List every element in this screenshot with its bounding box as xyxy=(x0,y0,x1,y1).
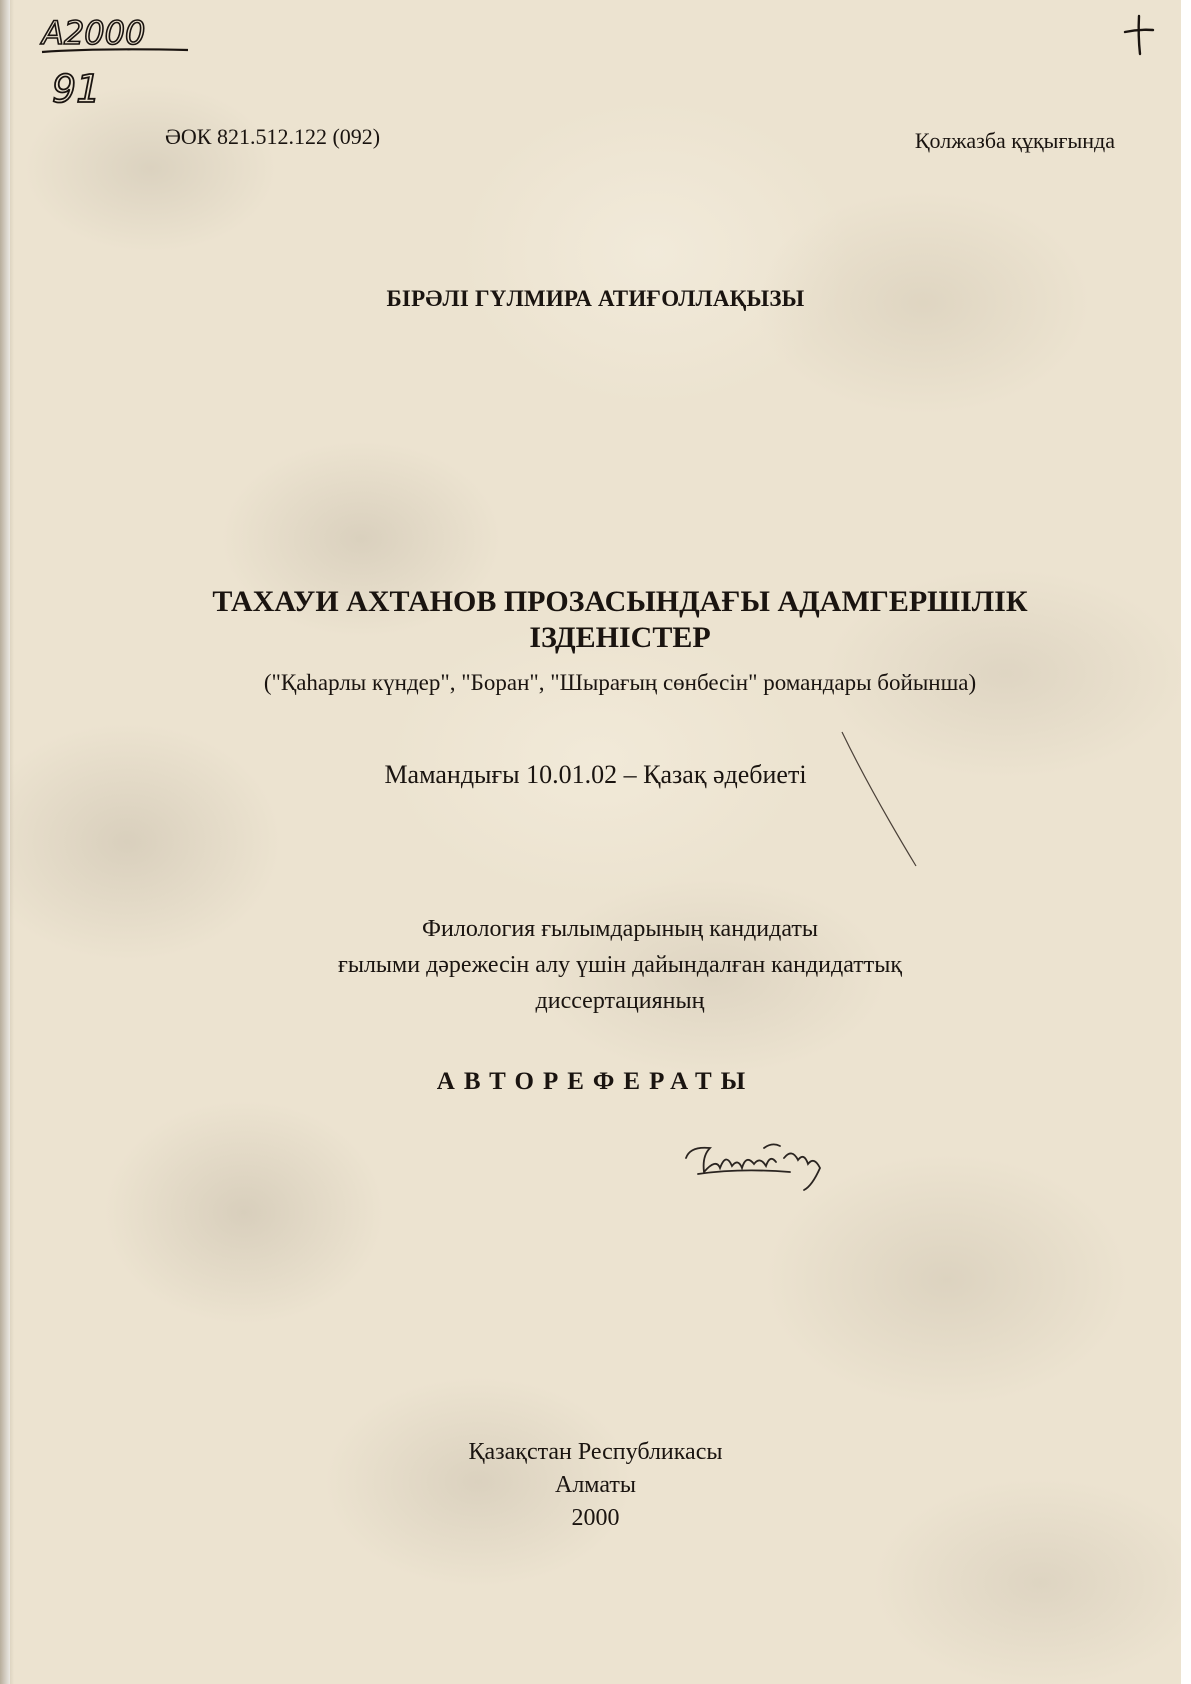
imprint-city: Алматы xyxy=(555,1472,636,1498)
thesis-subtitle: ("Қаһарлы күндер", "Боран", "Шырағың сөнбесін" романдары бойынша) xyxy=(263,670,977,695)
degree-line-2: ғылыми дәрежесін алу үшін дайындалған кандидаттық xyxy=(337,952,903,978)
page-edge-shadow xyxy=(0,0,14,1684)
handwritten-accession-mark xyxy=(38,8,198,108)
handwritten-signature xyxy=(680,1128,850,1208)
manuscript-rights-note: Қолжазба құқығында xyxy=(914,128,1115,153)
imprint-country: Қазақстан Республикасы xyxy=(468,1439,723,1465)
degree-statement xyxy=(120,911,1120,1019)
udc-code: ӘОК 821.512.122 (092) xyxy=(165,124,381,149)
stray-pen-stroke xyxy=(840,730,920,870)
degree-line-1: Филология ғылымдарының кандидаты xyxy=(422,916,818,942)
specialty-line: Мамандығы 10.01.02 – Қазақ әдебиеті xyxy=(384,760,807,789)
accession-code-text: А2000 xyxy=(42,14,146,52)
thesis-title xyxy=(120,584,1120,656)
imprint-block xyxy=(0,1436,1191,1535)
degree-line-3: диссертацияның xyxy=(535,988,705,1014)
thesis-title-line-2: ІЗДЕНІСТЕР xyxy=(529,621,711,654)
document-page xyxy=(10,0,1181,1684)
author-name: БІРӘЛІ ГҮЛМИРА АТИҒОЛЛАҚЫЗЫ xyxy=(386,286,805,311)
accession-number-text: 91 xyxy=(52,67,101,108)
thesis-title-line-1: ТАХАУИ АХТАНОВ ПРОЗАСЫНДАҒЫ АДАМГЕРШІЛІК xyxy=(212,585,1028,618)
document-type-heading: АВТОРЕФЕРАТЫ xyxy=(436,1068,755,1095)
handwritten-plus-mark xyxy=(1119,10,1159,60)
imprint-year: 2000 xyxy=(571,1505,620,1531)
